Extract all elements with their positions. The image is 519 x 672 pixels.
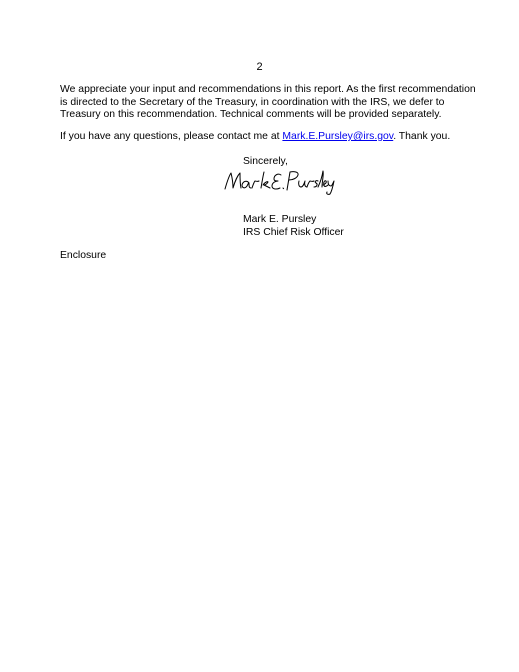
body-paragraph-2: [60, 131, 480, 144]
handwritten-signature: [223, 166, 335, 196]
paragraph-2-text: If you have any questions, please contact me at: [60, 131, 283, 142]
signatory-title: IRS Chief Risk Officer: [243, 227, 344, 238]
closing: Sincerely,: [243, 156, 288, 167]
email-link[interactable]: Mark.E.Pursley@irs.gov: [282, 131, 394, 142]
signatory-name: Mark E. Pursley: [243, 214, 317, 225]
page-number: 2: [256, 61, 263, 73]
signature-drawing: [223, 166, 335, 196]
enclosure-note: Enclosure: [60, 250, 107, 261]
body-paragraph-1: We appreciate your input and recommendations in this report. As the first recommendation is directed to the Secretary of the Treasury, in coordination with the IRS, we defer to Treasury on this recommendation. Technical comments will be provided separately.: [60, 84, 476, 121]
paragraph-2-ending: . Thank you.: [393, 131, 451, 142]
